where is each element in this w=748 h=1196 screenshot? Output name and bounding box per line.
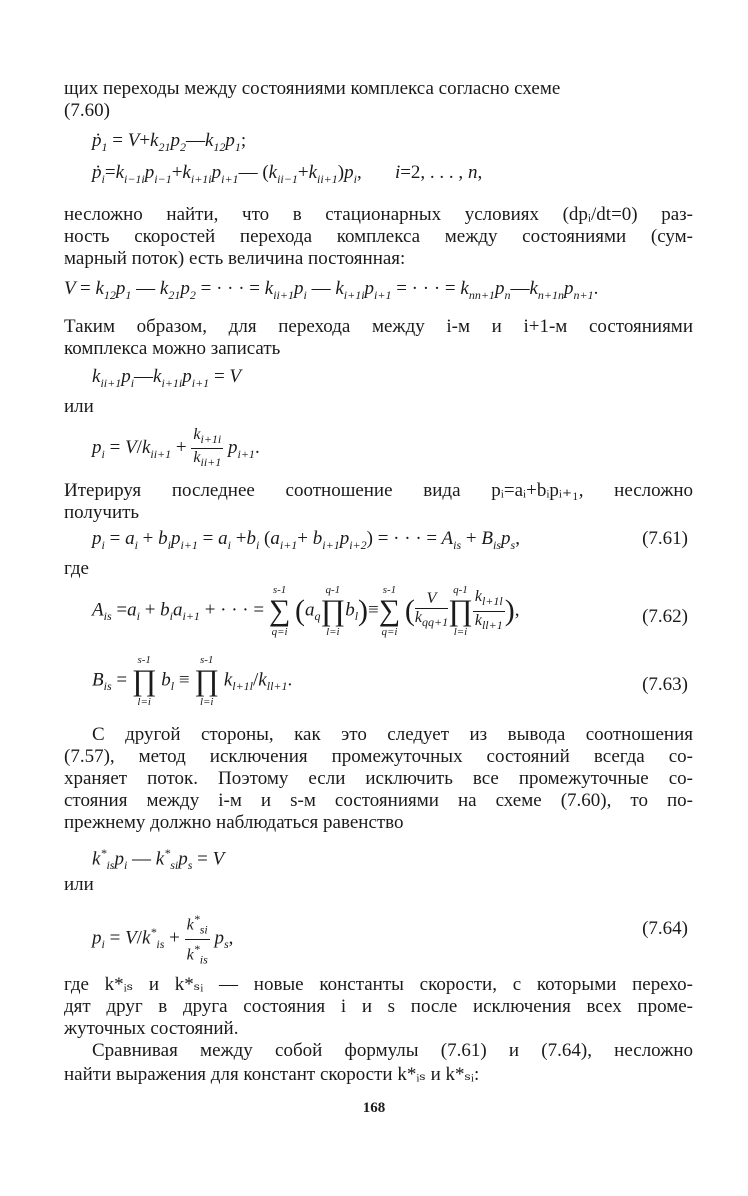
equation-iteration: $p_i = a_i + b_ip_{i+1} = a_i +b_i$ $(a_{i+1}+ b_{i+1}p_{i+2})$ = · · · = $A_{is} + B_{is}p_s$, [92,528,520,552]
equation-pi-star: $p_i = V/k^*_{is}$ + $\frac{k^*_{si}}{k^*_{is}}$ $p_s$, [92,912,234,967]
text-line: (7.60) [64,100,110,121]
text-line: или [64,396,94,417]
text-line: дят друг в друга состояния i и s после исключения всех проме- [64,996,693,1017]
text-line: жуточных состояний. [64,1018,239,1039]
text-line: Итерируя последнее соотношение вида pᵢ=aᵢ+bᵢpᵢ₊₁, несложно [64,480,693,501]
equation-step: $k_{ii+1}p_i—k_{i+1i}p_{i+1} = V$ [92,366,242,390]
text-line: марный поток) есть величина постоянная: [64,248,406,269]
equation-number: (7.64) [642,918,688,939]
text-line: стояния между i-м и s-м состояниями на схеме (7.60), то по- [64,790,693,811]
text-line: щих переходы между состояниями комплекса согласно схеме [64,78,561,99]
equation-flux: $V = k_{12}p_1$ — $k_{21}p_2$ = · · · = $k_{ii+1}p_i$ — $k_{i+1i}p_{i+1}$ = · · · = $k_{nn+1}p_n—k_{n+1n}p_{n+1}$. [64,278,599,302]
text-line: получить [64,502,140,523]
equation-number: (7.61) [642,528,688,549]
text-line: или [64,874,94,895]
text-line: найти выражения для констант скорости k*ᵢₛ и k*ₛᵢ: [64,1064,480,1085]
text-line: где [64,558,89,579]
text-line: храняет поток. Поэтому если исключить все промежуточные со- [64,768,693,789]
text-line: (7.57), метод исключения промежуточных состояний всегда со- [64,746,693,767]
equation-number: (7.63) [642,674,688,695]
text-line: где k*ᵢₛ и k*ₛᵢ — новые константы скорости, с которыми перехо- [64,974,693,995]
equation-pi-dot: $ṗ_i=k_{i-1i}p_{i-1}+k_{i+1i}p_{i+1}—$ $(k_{ii-1}+k_{ii+1})p_i$, i=2, . . . , n, [92,162,483,186]
equation-star: $k^*_{is}p_i$ — $k^*_{si}p_s = V$ [92,846,225,873]
equation-p1-dot: ṗ$_1$ = $V+k_{21}p_2—k_{12}p_1$; [92,130,247,154]
page-number: 168 [362,1100,386,1116]
text-line: комплекса можно записать [64,338,281,359]
text-line: ность скоростей перехода комплекса между состояниями (сум- [64,226,693,247]
text-line: прежнему должно наблюдаться равенство [64,812,404,833]
text-line: Сравнивая между собой формулы (7.61) и (7.64), несложно [92,1040,693,1061]
equation-pi-ratio: $p_i = V/k_{ii+1}$ + $\frac{k_{i+1i}}{k_{ii+1}}$ $p_{i+1}$. [92,426,260,470]
equation-number: (7.62) [642,606,688,627]
equation-B: $B_{is} = s-1$ ∏ l=i $b_l \equiv s-1$ ∏ l=i $k_{l+1l}/k_{ll+1}$. [92,654,293,708]
text-line: Таким образом, для перехода между i-м и i+1-м состояниями [64,316,693,337]
equation-A: $A_{is} =a_i + b_ia_{i+1}$ + · · · = s-1 ∑ q=i ($a_qq-1$ ∏ $l=ib_l)\equiv s-1$ ∑ q=i ( $\frac{V}{k_{qq+1}}$ q-1 ∏ l=i $\frac{k_{l+1l}}{k_{ll+1}}$ ), [92,584,520,638]
text-line: несложно найти, что в стационарных условиях (dpᵢ/dt=0) раз- [64,204,693,225]
text-line: С другой стороны, как это следует из вывода соотношения [92,724,693,745]
